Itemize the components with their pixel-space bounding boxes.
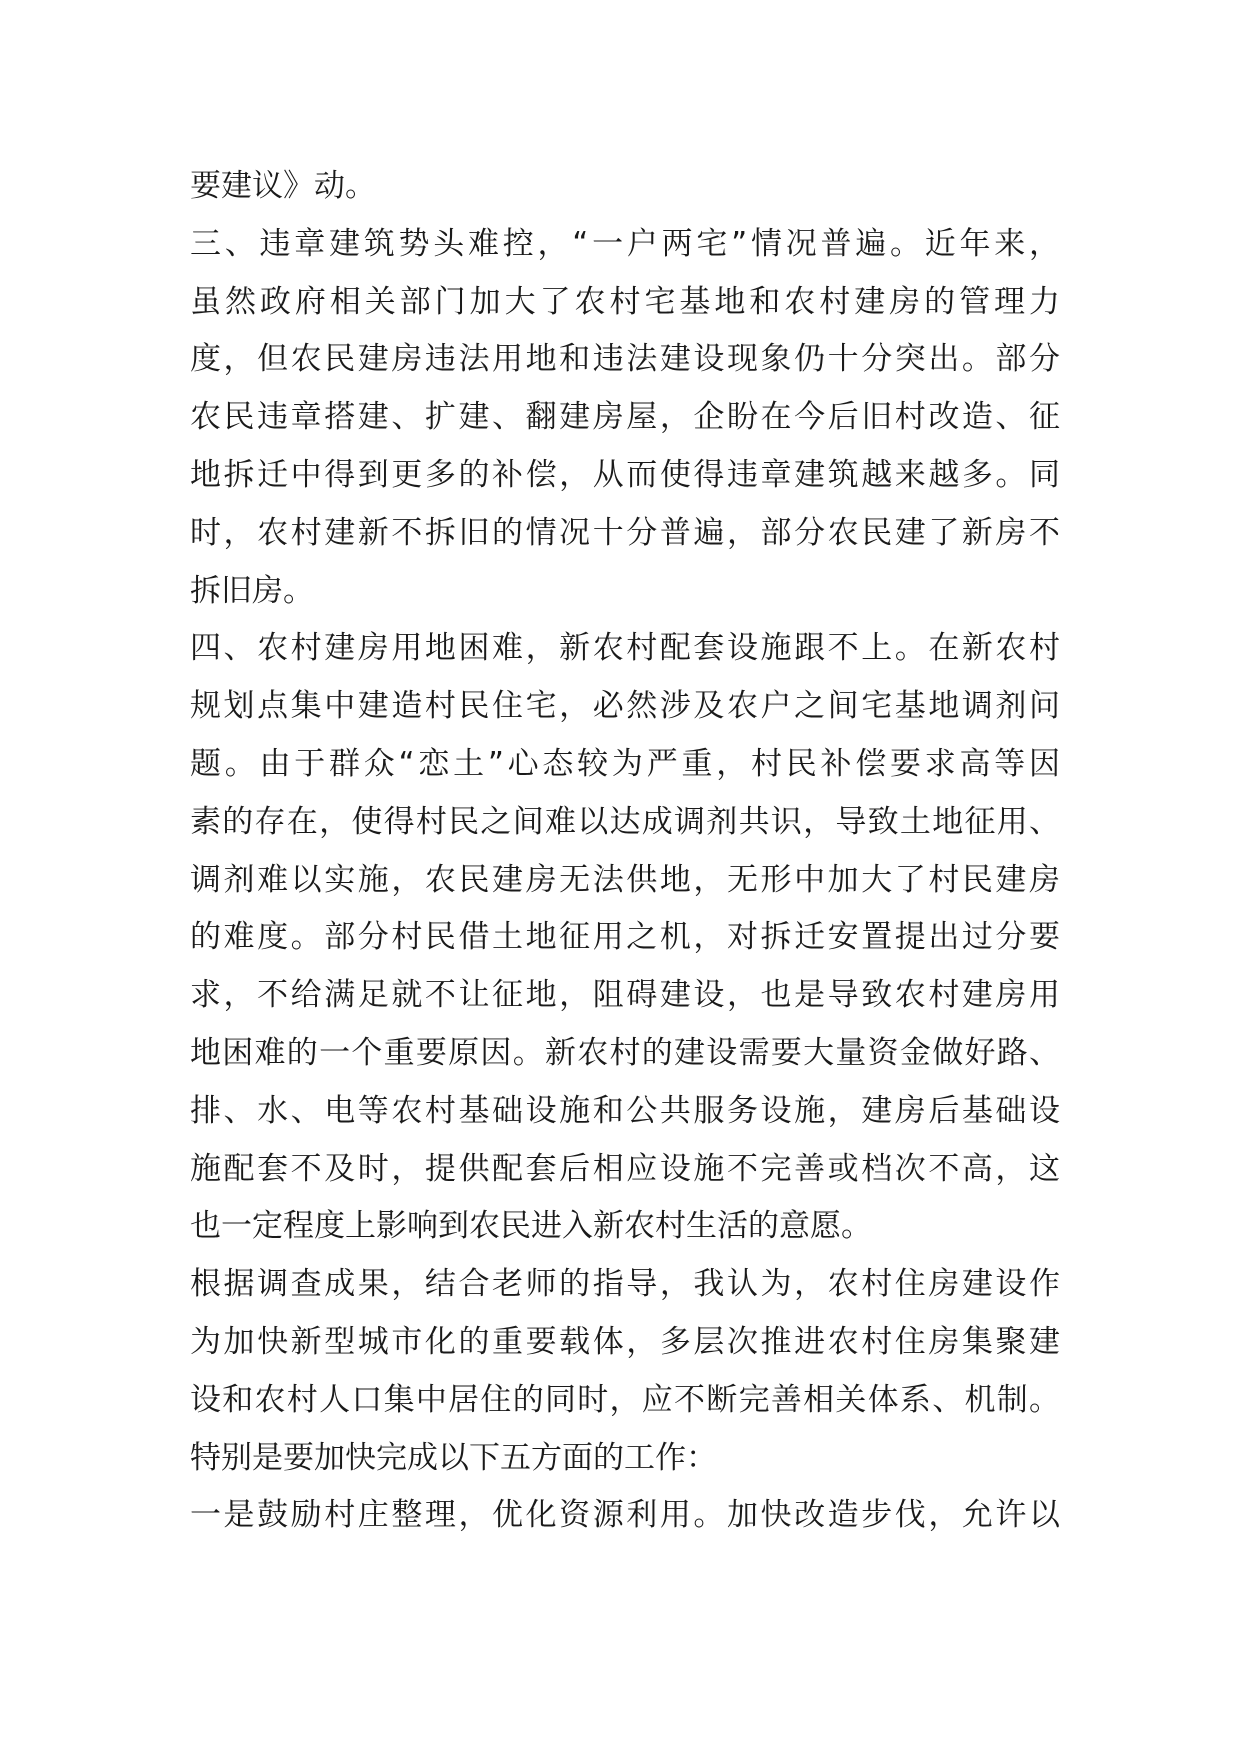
text-line: 规划点集中建造村民住宅，必然涉及农户之间宅基地调剂问 (190, 688, 1060, 725)
text-line: 农民违章搭建、扩建、翻建房屋，企盼在今后旧村改造、征 (190, 399, 1060, 436)
text-line: 要建议》动。 (190, 168, 376, 204)
text-line: 施配套不及时，提供配套后相应设施不完善或档次不高，这 (190, 1150, 1060, 1187)
text-line: 地困难的一个重要原因。新农村的建设需要大量资金做好路、 (190, 1034, 1060, 1071)
text-line: 根据调查成果，结合老师的指导，我认为，农村住房建设作 (190, 1266, 1060, 1303)
text-line: 排、水、电等农村基础设施和公共服务设施，建房后基础设 (190, 1092, 1060, 1129)
text-line: 虽然政府相关部门加大了农村宅基地和农村建房的管理力 (190, 283, 1060, 320)
text-line: 时，农村建新不拆旧的情况十分普遍，部分农民建了新房不 (190, 514, 1060, 551)
text-line: 素的存在，使得村民之间难以达成调剂共识，导致土地征用、 (190, 803, 1060, 840)
text-line: 也一定程度上影响到农民进入新农村生活的意愿。 (190, 1208, 872, 1245)
body-text (190, 158, 1060, 1545)
text-line: 特别是要加快完成以下五方面的工作： (190, 1439, 717, 1476)
text-line: 的难度。部分村民借土地征用之机，对拆迁安置提出过分要 (190, 919, 1060, 956)
text-line: 一是鼓励村庄整理，优化资源利用。加快改造步伐，允许以 (190, 1497, 1060, 1534)
text-line: 调剂难以实施，农民建房无法供地，无形中加大了村民建房 (190, 861, 1060, 898)
text-line: 地拆迁中得到更多的补偿，从而使得违章建筑越来越多。同 (190, 456, 1060, 493)
text-line: 三、违章建筑势头难控，“一户两宅”情况普遍。近年来， (190, 225, 1060, 262)
text-line: 题。由于群众“恋土”心态较为严重，村民补偿要求高等因 (190, 745, 1060, 782)
text-line: 拆旧房。 (190, 572, 314, 609)
text-line: 为加快新型城市化的重要载体，多层次推进农村住房集聚建 (190, 1323, 1060, 1360)
text-line: 求，不给满足就不让征地，阻碍建设，也是导致农村建房用 (190, 977, 1060, 1014)
text-line: 四、农村建房用地困难，新农村配套设施跟不上。在新农村 (190, 630, 1060, 667)
text-line: 设和农村人口集中居住的同时，应不断完善相关体系、机制。 (190, 1381, 1060, 1418)
text-line: 度，但农民建房违法用地和违法建设现象仍十分突出。部分 (190, 341, 1060, 378)
